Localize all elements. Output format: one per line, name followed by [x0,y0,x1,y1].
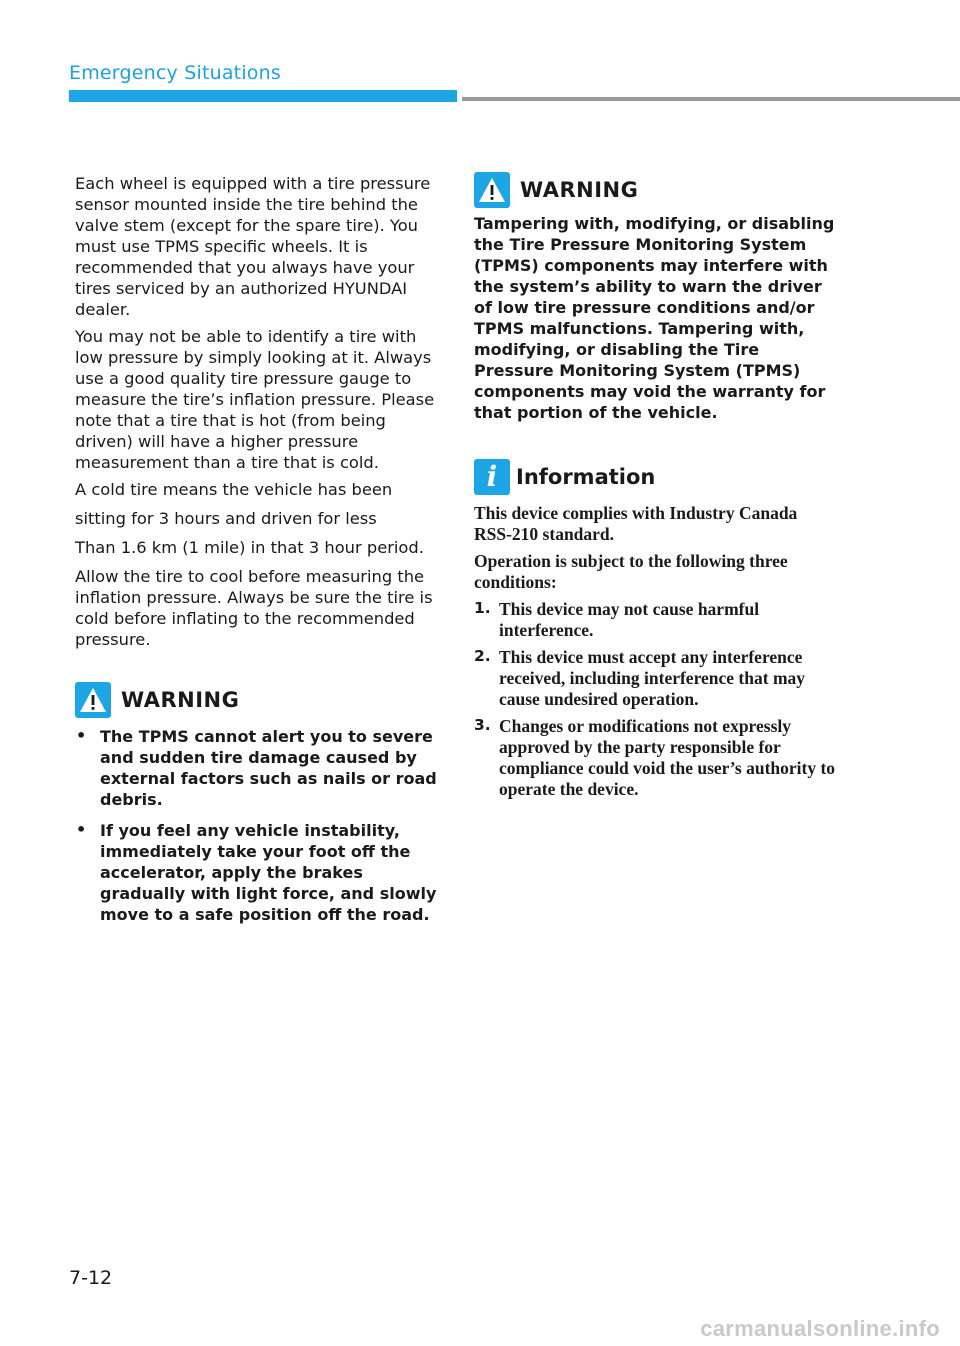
list-item [474,599,839,641]
warning-bullet-list [75,726,440,925]
pressure-gauge-paragraph: You may not be able to identify a tire with low pressure by simply looking at it. Always use a good quality tire pressure gauge to measure the tire’s inflation pressure. Please note that a tire that is hot (from being driven) will have a higher pressure measurement than a tire that is cold. [75,327,435,472]
watermark: carmanualsonline.info [700,1316,940,1341]
warning-heading [75,682,440,718]
page-number: 7-12 [69,1267,113,1289]
warning-triangle-icon [75,682,111,718]
cold-tire-line-3: Than 1.6 km (1 mile) in that 3 hour period. [75,538,424,557]
warning-bullet-text: If you feel any vehicle instability, immediately take your foot off the accelerator, apply the brakes gradually with light force, and slowly move to a safe position off the road. [100,821,437,924]
list-item [474,716,839,800]
section-title: Emergency Situations [69,62,281,84]
item-text: This device must accept any interference received, including interference that may cause undesired operation. [499,647,806,709]
bullet-icon: • [76,820,87,839]
right-column [474,172,839,806]
left-column [75,173,440,935]
item-number: 1. [474,599,491,617]
tpms-sensor-paragraph: Each wheel is equipped with a tire pressure sensor mounted inside the tire behind the valve stem (except for the spare tire). You must use TPMS specific wheels. It is recommended that you always have your tires serviced by an authorized HYUNDAI dealer. [75,174,431,319]
information-heading [474,459,839,495]
cooling-paragraph: Allow the tire to cool before measuring the inflation pressure. Always be sure the tire is cold before inflating to the recommended pressure. [75,567,433,649]
conditions-paragraph: Operation is subject to the following three conditions: [474,551,788,592]
compliance-paragraph: This device complies with Industry Canada RSS-210 standard. [474,503,798,544]
warning-label: WARNING [121,688,240,712]
warning-bullet-text: The TPMS cannot alert you to severe and sudden tire damage caused by external factors such as nails or road debris. [100,727,437,809]
cold-tire-line-1: A cold tire means the vehicle has been [75,480,393,499]
item-text: Changes or modifications not expressly approved by the party responsible for compliance could void the user’s authority to operate the device. [499,716,836,799]
header-rule-accent [69,90,457,102]
tampering-warning-text: Tampering with, modifying, or disabling the Tire Pressure Monitoring System (TPMS) components may interfere with the system’s ability to warn the driver of low tire pressure conditions and/or TPMS malfunctions. Tampering with, modifying, or disabling the Tire Pressure Monitoring System (TPMS) components may void the warranty for that portion of the vehicle. [474,214,835,422]
list-item [474,647,839,710]
item-number: 3. [474,716,491,734]
conditions-list [474,599,839,800]
information-label: Information [516,465,656,489]
warning-triangle-icon [474,172,510,208]
list-item [75,820,440,925]
bullet-icon: • [76,726,87,745]
item-number: 2. [474,647,491,665]
information-icon: i [474,459,510,495]
item-text: This device may not cause harmful interference. [499,599,760,640]
header-rule-gray [462,97,960,101]
warning-heading [474,172,839,208]
warning-label: WARNING [520,178,639,202]
cold-tire-line-2: sitting for 3 hours and driven for less [75,509,377,528]
list-item [75,726,440,810]
